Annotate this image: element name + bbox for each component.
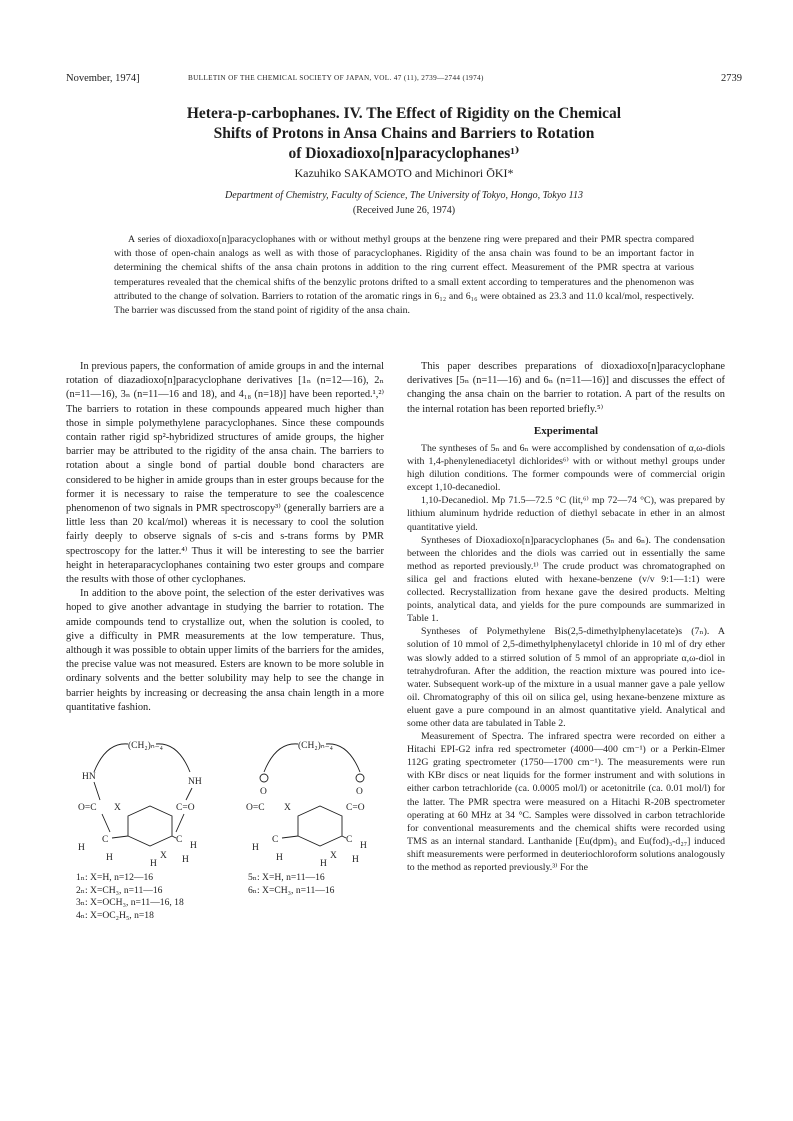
legend-item: 2ₙ: X=CH₃, n=11—16	[76, 884, 163, 896]
svg-text:H: H	[320, 859, 327, 869]
svg-text:H: H	[106, 853, 113, 863]
right-column	[407, 360, 725, 874]
svg-text:C=O: C=O	[346, 803, 365, 813]
legend-item: 1ₙ: X=H, n=12—16	[76, 872, 154, 883]
svg-text:H: H	[352, 855, 359, 865]
benzene-ring-left	[128, 806, 172, 846]
header-page-number: 2739	[721, 73, 742, 84]
left-column	[66, 360, 384, 715]
intro-paragraph-1: In previous papers, the conformation of amide groups in and the internal rotation of diazadioxo[n]paracyclophane derivatives [1ₙ (n=12—16), 2ₙ (n=11—16), 3ₙ (n=11—16 and 18), and 4₁₈ (n=18)] have been reported.¹,²⁾ The barriers to rotation in these compounds appeared much higher than those in simple polymethylene paracyclophanes. Since these compounds contain rather rigid sp²-hybridized structures of amide groups, the higher barrier may be attributed to the rigidity of the ansa chain. The barriers to rotation about a single bond of partial double bond characters are considered to be higher in amide groups than in ester groups because for the former it is necessary to raise the temperature to see the coalescence phenomenon of two signals in PMR spectroscopy³⁾ (generally barriers are a little less than 20 kcal/mol) whereas it is necessary to cool the solution fairly deeply to observe signals of s-cis and s-trans forms by PMR spectroscopy for the latter.⁴⁾ Thus it will be interesting to see the barrier height in heteraparacyclophanes containing two ester groups and compare the results with those of other cyclophanes.	[66, 361, 384, 586]
title-line-3: of Dioxadioxo[n]paracyclophanes¹⁾	[288, 145, 520, 162]
svg-text:H: H	[182, 855, 189, 865]
svg-text:NH: NH	[188, 777, 202, 787]
svg-text:H: H	[190, 841, 197, 851]
legend-item: 5ₙ: X=H, n=11—16	[248, 872, 325, 883]
svg-text:O=C: O=C	[246, 803, 265, 813]
experimental-paragraph-1: The syntheses of 5ₙ and 6ₙ were accomplished by condensation of α,ω-diols with 1,4-phenylenediacetyl dichlorides⁶⁾ with or without methyl groups under high dilution conditions. The former compounds were of commercial origin except 1,10-decanediol.	[407, 443, 725, 494]
affiliation: Department of Chemistry, Faculty of Science, The University of Tokyo, Hongo, Tokyo 113	[225, 190, 583, 201]
received-date: (Received June 26, 1974)	[352, 205, 456, 216]
benzene-ring-right	[298, 806, 342, 846]
paper-title	[66, 104, 742, 164]
header-date: November, 1974]	[66, 73, 140, 84]
header-journal: BULLETIN OF THE CHEMICAL SOCIETY OF JAPAN, VOL. 47 (11), 2739—2744 (1974)	[188, 74, 484, 82]
legend-item: 4ₙ: X=OC₂H₅, n=18	[76, 909, 154, 921]
authors: Kazuhiko SAKAMOTO and Michinori ŌKI*	[294, 166, 514, 180]
intro-paragraph-3: This paper describes preparations of dioxadioxo[n]paracyclophane derivatives [5ₙ (n=11—16) and 6ₙ (n=11—16)] and discusses the effect of changing the ansa chain on the barrier to rotation. A part of the results on the internal rotation has been reported briefly.⁵⁾	[407, 361, 725, 415]
experimental-paragraph-2: 1,10-Decanediol. Mp 71.5—72.5 °C (lit,⁶⁾ mp 72—74 °C), was prepared by lithium aluminum hydride reduction of diethyl sebacate in ether in an almost quantitative yield.	[407, 495, 725, 533]
svg-text:X: X	[114, 803, 121, 813]
svg-text:O: O	[356, 787, 363, 797]
experimental-paragraph-4: Syntheses of Polymethylene Bis(2,5-dimethylphenylacetate)s (7ₙ). A solution of 10 mmol of 2,5-dimethylphenylacetyl chloride in 10 ml of dry ether was slowly added to a stirred solution of 5 mmol of an appropriate α,ω-diol in tetrahydrofuran. After the addition, the reaction mixture was poured into ice-water. Subsequent work-up of the mixture in a usual manner gave a pale yellow oil. Chromatography of this oil on silica gel, using hexane-benzene mixture as eluent gave a pure compound in an almost quantitative yield. Analytical and some other data are tabulated in Table 2.	[407, 626, 725, 729]
experimental-paragraph-5: Measurement of Spectra. The infrared spectra were recorded on either a Hitachi EPI-G2 infra red spectrometer (4000—400 cm⁻¹) or a Perkin-Elmer 112G grating spectrometer (1750—1700 cm⁻¹). The measurements were run with KBr discs or neat liquids for the former instrument and with solutions in either carbon tetrachloride (ca. 0.0005 mol/l) or acetonitrile (ca. 0.01 mol/l) for the latter. The PMR spectra were measured on a Hitachi R-20B spectrometer operating at 60 MHz at 34 °C. Samples were dissolved in carbon tetrachloride for conventional measurements and the chemical shifts were recorded using TMS as an internal standard. Lanthanide [Eu(dpm)₃ and Eu(fod)₃-d₂₇] induced shift measurements were performed in deuteriochloroform solutions analogously to the method as reported previously.³⁾ For the	[407, 731, 725, 874]
title-line-2: Shifts of Protons in Ansa Chains and Barriers to Rotation	[213, 125, 595, 142]
intro-paragraph-2: In addition to the above point, the selection of the ester derivatives was hoped to give another advantage in studying the barrier to rotation. The amide compounds tend to crystallize out, when the solution is cooled, to give a difficulty in PMR measurements at the low temperature. Thus, although it was possible to obtain upper limits of the barriers for the amides, the precise value was not measured. Esters are known to be more soluble in ordinary solvents and the better solubility may help to see the change in barrier heights by increasing or decreasing the ansa chain length in a more quantitative fashion.	[66, 588, 384, 713]
legend-item: 3ₙ: X=OCH₃, n=11—16, 18	[76, 897, 184, 909]
section-heading-experimental: Experimental	[533, 424, 599, 437]
svg-text:C: C	[272, 835, 279, 845]
running-header	[66, 73, 742, 89]
legend-left	[76, 872, 184, 922]
svg-text:C: C	[102, 835, 109, 845]
abstract: A series of dioxadioxo[n]paracyclophanes with or without methyl groups at the benzene ring were prepared and their PMR spectra compared with those of open-chain analogs as well as with those of paracyclophanes. Rigidity of the ansa chain was found to be an important factor in determining the chemical shifts of the ansa chain protons in addition to the ring current effect. Measurement of the PMR spectra at various temperatures revealed that the chemical shifts of the benzylic protons drifted to a small extent according to temperatures and the phenomenon was attributed to the change of solvation. Barriers to rotation of the aromatic rings in 6₁₂ and 6₁₆ were obtained as 23.3 and 11.0 kcal/mol, respectively. The barrier was discussed from the stand point of rigidity of the ansa chain.	[114, 234, 694, 317]
svg-text:H: H	[252, 843, 259, 853]
svg-text:C=O: C=O	[176, 803, 195, 813]
experimental-paragraph-3: Syntheses of Dioxadioxo[n]paracyclophanes (5ₙ and 6ₙ). The condensation between the chlorides and the diols was carried out in essentially the same method as reported previously.¹⁾ The crude product was chromatographed on silica gel and fractions eluted with hexane-benzene (v/v 9:1—1:1) were collected. Recrystallization from hexane gave the desired products. Melting points, analytical data, and yields for the pure compounds are summarized in Table 1.	[407, 534, 725, 625]
svg-text:O: O	[260, 787, 267, 797]
svg-text:H: H	[150, 859, 157, 869]
svg-text:O=C: O=C	[78, 803, 97, 813]
title-line-1: Hetera-p-carbophanes. IV. The Effect of Rigidity on the Chemical	[186, 105, 622, 122]
svg-text:C: C	[176, 835, 183, 845]
svg-text:H: H	[360, 841, 367, 851]
svg-text:H: H	[276, 853, 283, 863]
svg-text:C: C	[346, 835, 353, 845]
chemical-structures-figure	[66, 732, 384, 962]
svg-text:X: X	[284, 803, 291, 813]
chain-label-right: (CH₂)ₙ₋₄	[298, 741, 333, 751]
legend-right	[248, 872, 334, 897]
chain-label-left: (CH₂)ₙ₋₄	[128, 741, 163, 751]
svg-text:X: X	[330, 851, 337, 861]
svg-text:H: H	[78, 843, 85, 853]
svg-text:HN: HN	[82, 772, 96, 782]
svg-text:X: X	[160, 851, 167, 861]
legend-item: 6ₙ: X=CH₃, n=11—16	[248, 884, 335, 896]
